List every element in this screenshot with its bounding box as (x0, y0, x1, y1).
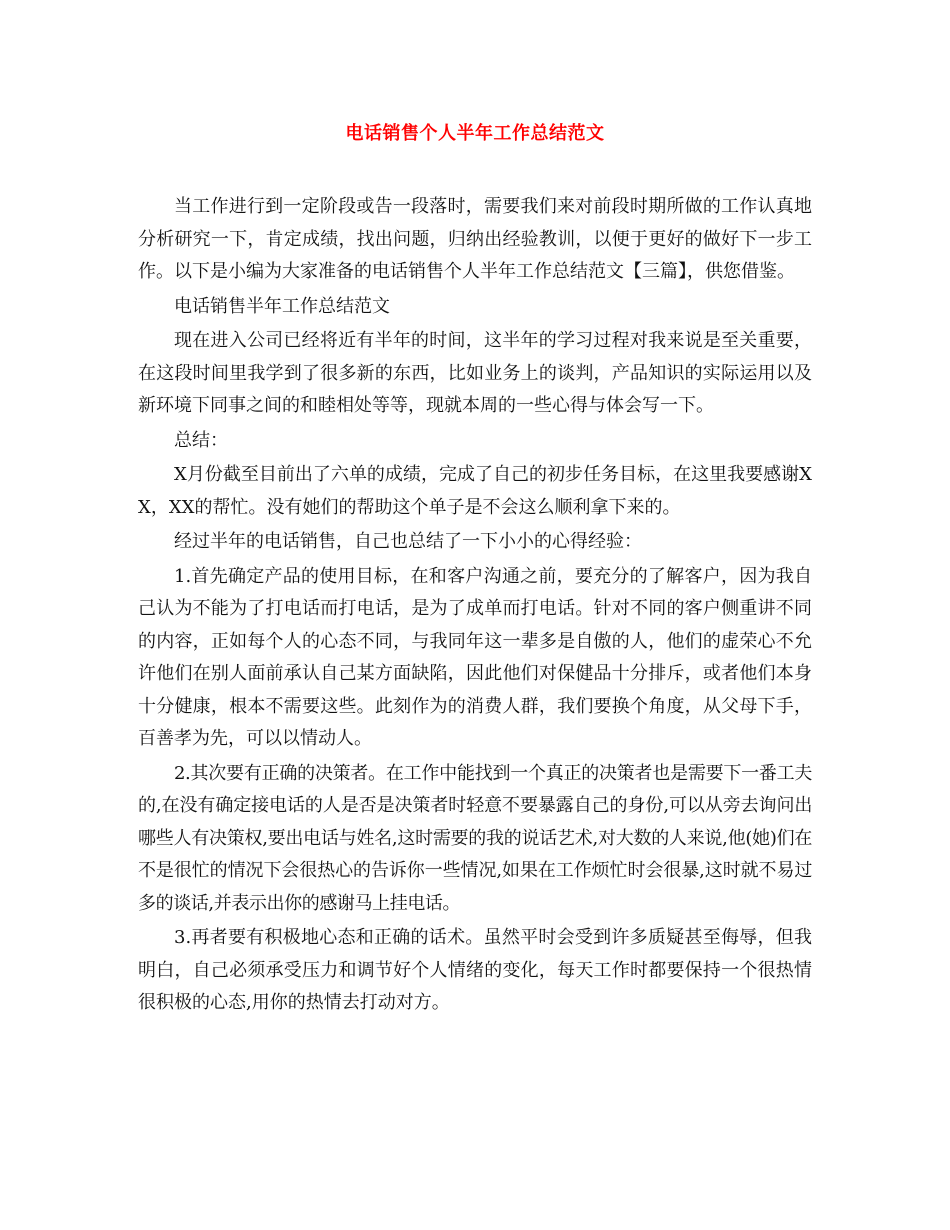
paragraph-experience-intro: 经过半年的电话销售，自己也总结了一下小小的心得经验： (174, 531, 642, 552)
paragraph-intro: 当工作进行到一定阶段或告一段落时，需要我们来对前段时期所做的工作认真地分析研究一下，肯定成绩，找出问题，归纳出经验教训，以便于更好的做好下一步工作。以下是小编为大家准备的电话销售个人半年工作总结范文【三篇】，供您借鉴。 (138, 196, 812, 282)
paragraph-section-heading: 电话销售半年工作总结范文 (174, 295, 390, 317)
paragraph-results: X月份截至目前出了六单的成绩，完成了自己的初步任务目标，在这里我要感谢XX，XX的帮忙。没有她们的帮助这个单子是不会这么顺利拿下来的。 (138, 464, 812, 518)
paragraph-company-experience: 现在进入公司已经将近有半年的时间，这半年的学习过程对我来说是至关重要，在这段时间里我学到了很多新的东西，比如业务上的谈判，产品知识的实际运用以及新环境下同事之间的和睦相处等等，现就本周的一些心得与体会写一下。 (138, 330, 812, 416)
paragraph-summary-label: 总结： (174, 429, 228, 451)
paragraph-point-3: 3.再者要有积极地心态和正确的话术。虽然平时会受到许多质疑甚至侮辱，但我明白，自己必须承受压力和调节好个人情绪的变化，每天工作时都要保持一个很热情很积极的心态,用你的热情去打动对方。 (138, 927, 812, 1013)
document-title: 电话销售个人半年工作总结范文 (345, 123, 605, 144)
document-body (138, 191, 812, 1020)
paragraph-point-1: 1.首先确定产品的使用目标，在和客户沟通之前，要充分的了解客户，因为我自己认为不能为了打电话而打电话，是为了成单而打电话。针对不同的客户侧重讲不同的内容，正如每个人的心态不同，与我同年这一辈多是自傲的人，他们的虚荣心不允许他们在别人面前承认自己某方面缺陷，因此他们对保健品十分排斥，或者他们本身十分健康，根本不需要这些。此刻作为的消费人群，我们要换个角度，从父母下手，百善孝为先，可以以情动人。 (138, 565, 812, 749)
paragraph-point-2: 2.其次要有正确的决策者。在工作中能找到一个真正的决策者也是需要下一番工夫的,在没有确定接电话的人是否是决策者时轻意不要暴露自己的身份,可以从旁去询问出哪些人有决策权,要出电话与姓名,这时需要的我的说话艺术,对大数的人来说,他(她)们在不是很忙的情况下会很热心的告诉你一些情况,如果在工作烦忙时会很暴,这时就不易过多的谈话,并表示出你的感谢马上挂电话。 (138, 762, 812, 914)
